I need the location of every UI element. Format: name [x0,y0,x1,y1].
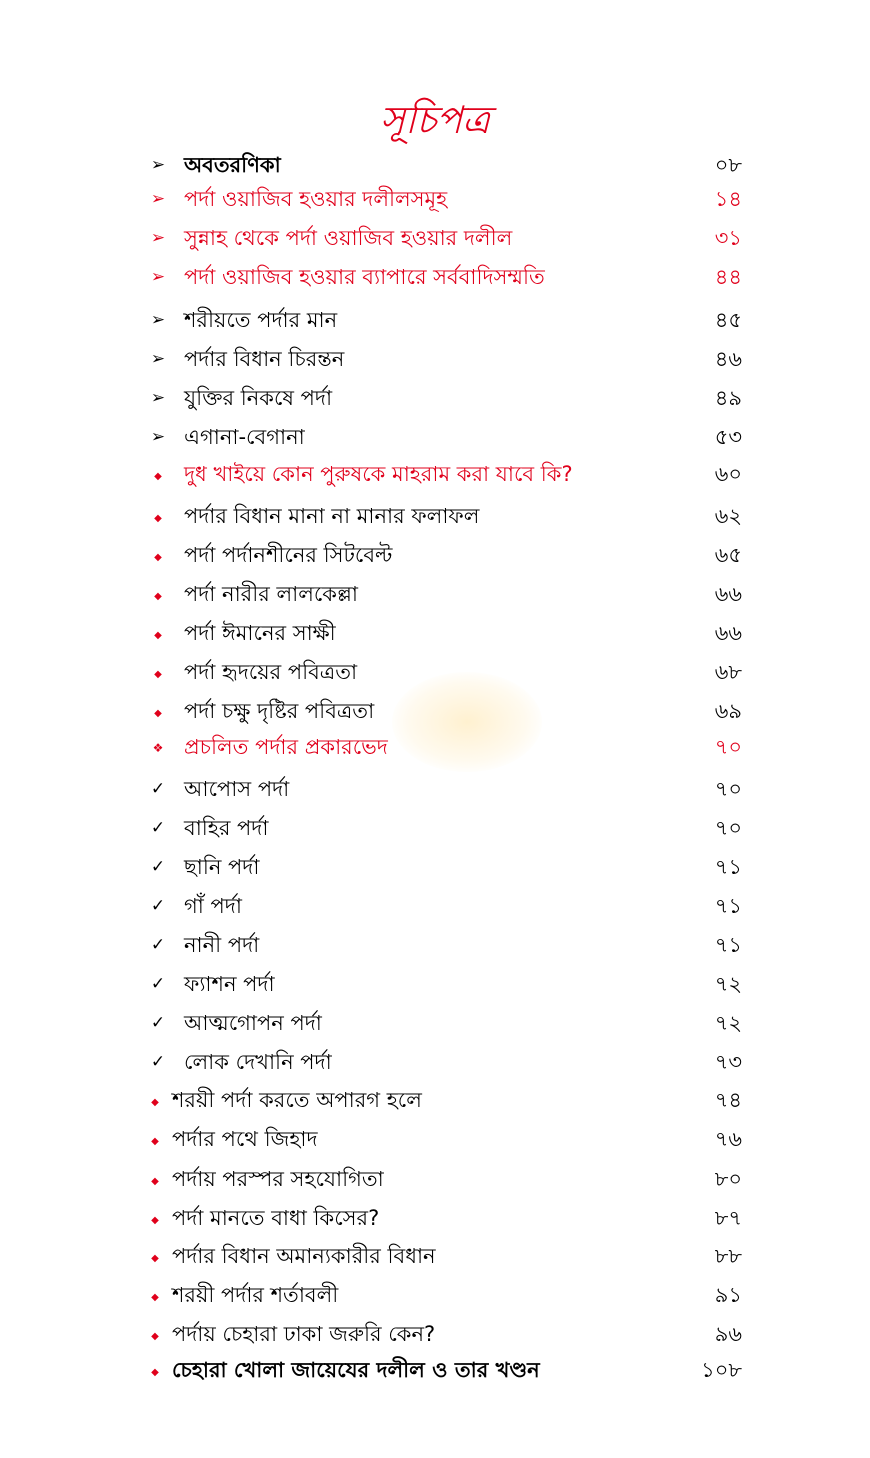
diamond-bullet-icon [145,1318,165,1350]
check-bullet-icon [148,968,168,1000]
toc-entry [0,1202,870,1234]
toc-entry [0,304,870,336]
toc-entry-title: নানী পর্দা [184,933,260,957]
toc-entry-title: গাঁ পর্দা [184,894,242,918]
toc-entry [0,695,870,727]
diamond-bullet-icon [148,695,168,727]
toc-entry-title: যুক্তির নিকষে পর্দা [184,386,333,410]
toc-entry-title: সুন্নাহ থেকে পর্দা ওয়াজিব হওয়ার দলীল [184,226,513,250]
arrow-bullet-icon [148,261,168,293]
toc-entry-page: ৯৬ [714,1322,742,1346]
diamond-bullet-icon [145,1084,165,1116]
toc-entry-page: ৭১ [714,933,742,957]
toc-entry-page: ১০৮ [701,1358,742,1382]
arrow-bullet-icon [148,304,168,336]
toc-entry-page: ৬৯ [714,699,742,723]
toc-entry-title: শরয়ী পর্দা করতে অপারগ হলে [172,1088,422,1112]
check-bullet-icon [148,1007,168,1039]
toc-entry-title: পর্দা হৃদয়ের পবিত্রতা [184,660,358,684]
check-bullet-icon [148,890,168,922]
toc-entry [0,1007,870,1039]
toc-entry-title: দুধ খাইয়ে কোন পুরুষকে মাহরাম করা যাবে কি? [184,462,573,486]
toc-entry [0,929,870,961]
toc-entry [0,1240,870,1272]
diamond-bullet-icon [145,1240,165,1272]
arrow-bullet-icon [148,149,168,181]
toc-entry-page: ৭১ [714,855,742,879]
toc-entry-title: প্রচলিত পর্দার প্রকারভেদ [184,735,388,759]
toc-entry-title: পর্দার বিধান মানা না মানার ফলাফল [184,504,480,528]
toc-entry-title: অবতরণিকা [184,153,281,177]
diamond-bullet-icon [148,539,168,571]
diamond-bullet-icon [145,1279,165,1311]
toc-entry [0,656,870,688]
diamond-bullet-icon [148,656,168,688]
diamond-bullet-icon [145,1123,165,1155]
toc-entry-page: ৫৩ [714,425,742,449]
toc-entry-page: ৪৯ [714,386,742,410]
toc-entry-title: আত্মগোপন পর্দা [184,1011,322,1035]
toc-entry [0,421,870,453]
toc-entry-title: শরয়ী পর্দার শর্তাবলী [172,1283,339,1307]
toc-entry-page: ৬০ [714,462,742,486]
toc-entry-page: ৭০ [714,777,742,801]
toc-entry-page: ৭২ [714,1011,742,1035]
toc-entry [0,968,870,1000]
toc-entry-title: বাহির পর্দা [184,816,269,840]
diamond-bullet-icon [145,1202,165,1234]
toc-entry-page: ৬৬ [714,621,742,645]
toc-entry-page: ৬৬ [714,582,742,606]
toc-entry [0,222,870,254]
check-bullet-icon [148,773,168,805]
toc-entry-title: পর্দা ঈমানের সাক্ষী [184,621,336,645]
arrow-bullet-icon [148,183,168,215]
toc-entry-page: ৪৫ [714,308,742,332]
toc-entry-page: ৯১ [714,1283,742,1307]
toc-entry-title: ছানি পর্দা [184,855,260,879]
check-bullet-icon [148,1046,168,1078]
toc-entry-title: পর্দা পর্দানশীনের সিটবেল্ট [184,543,393,567]
toc-entry-title: লোক দেখানি পর্দা [184,1050,332,1074]
toc-entry-page: ৬৫ [714,543,742,567]
toc-entry [0,1163,870,1195]
toc-entry-page: ৪৬ [714,347,742,371]
toc-entry-page: ৩১ [714,226,742,250]
arrow-bullet-icon [148,421,168,453]
toc-entry-page: ৭০ [714,816,742,840]
toc-entry-page: ৬২ [714,504,742,528]
toc-entry-title: পর্দা ওয়াজিব হওয়ার দলীলসমূহ [184,187,448,211]
toc-entry-title: পর্দায় পরস্পর সহযোগিতা [172,1167,384,1191]
diamond-bullet-icon [145,1163,165,1195]
toc-entry [0,1084,870,1116]
toc-entry [0,1123,870,1155]
toc-entry-title: এগানা-বেগানা [184,425,305,449]
toc-entry-page: ৮০ [714,1167,742,1191]
toc-entry-page: ৭১ [714,894,742,918]
toc-entry [0,578,870,610]
diamond-bullet-icon [145,1354,165,1386]
toc-entry [0,149,870,181]
check-bullet-icon [148,929,168,961]
page-title: সূচিপত্র [379,98,491,142]
toc-entry [0,890,870,922]
toc-entry-title: পর্দার বিধান অমান্যকারীর বিধান [172,1244,436,1268]
toc-entry-title: চেহারা খোলা জায়েযের দলীল ও তার খণ্ডন [172,1358,540,1382]
toc-entry-page: ৭৩ [714,1050,742,1074]
arrow-bullet-icon [148,382,168,414]
toc-entry-title: পর্দা চক্ষু দৃষ্টির পবিত্রতা [184,699,375,723]
toc-entry-title: পর্দা নারীর লালকেল্লা [184,582,359,606]
toc-entry [0,343,870,375]
toc-entry [0,812,870,844]
four-diamond-bullet-icon [148,731,168,763]
toc-entry-title: পর্দায় চেহারা ঢাকা জরুরি কেন? [172,1322,436,1346]
toc-entry [0,851,870,883]
toc-entry [0,617,870,649]
diamond-bullet-icon [148,458,168,490]
toc-entry-page: ৭২ [714,972,742,996]
toc-entry [0,458,870,490]
diamond-bullet-icon [148,578,168,610]
toc-entry-title: পর্দা ওয়াজিব হওয়ার ব্যাপারে সর্ববাদিসম্মতি [184,265,545,289]
toc-entry [0,500,870,532]
check-bullet-icon [148,812,168,844]
toc-entry [0,1318,870,1350]
toc-entry [0,1354,870,1386]
toc-entry-title: পর্দার পথে জিহাদ [172,1127,318,1151]
toc-entry [0,1046,870,1078]
toc-entry-page: ৪৪ [714,265,742,289]
check-bullet-icon [148,851,168,883]
toc-entry [0,539,870,571]
arrow-bullet-icon [148,343,168,375]
toc-entry-page: ৬৮ [714,660,742,684]
toc-entry-title: আপোস পর্দা [184,777,290,801]
toc-entry-page: ৮৮ [714,1244,742,1268]
diamond-bullet-icon [148,500,168,532]
toc-entry [0,1279,870,1311]
toc-entry-page: ০৮ [714,153,742,177]
toc-entry [0,183,870,215]
toc-entry-page: ১৪ [714,187,742,211]
toc-entry-page: ৮৭ [714,1206,742,1230]
diamond-bullet-icon [148,617,168,649]
toc-entry [0,731,870,763]
toc-entry-title: পর্দা মানতে বাধা কিসের? [172,1206,380,1230]
toc-entry [0,773,870,805]
toc-entry-title: ফ্যাশন পর্দা [184,972,275,996]
toc-entry [0,382,870,414]
toc-entry [0,261,870,293]
toc-entry-page: ৭০ [714,735,742,759]
toc-entry-title: শরীয়তে পর্দার মান [184,308,338,332]
toc-entry-page: ৭৬ [714,1127,742,1151]
arrow-bullet-icon [148,222,168,254]
toc-entry-page: ৭৪ [714,1088,742,1112]
toc-entry-title: পর্দার বিধান চিরন্তন [184,347,345,371]
